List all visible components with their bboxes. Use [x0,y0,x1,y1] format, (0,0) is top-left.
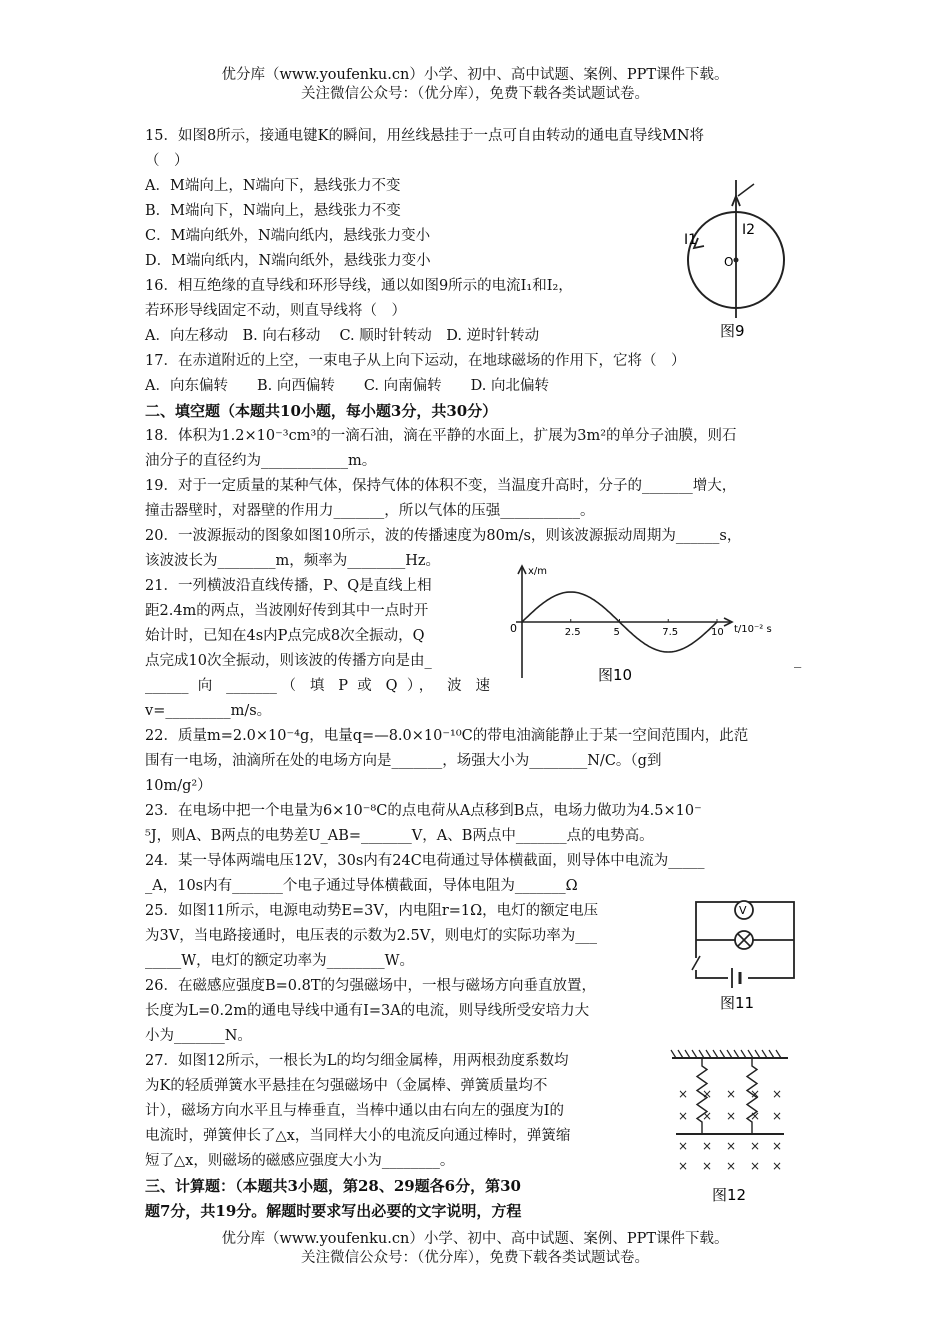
q22-line-3: 10m/g²） [145,778,212,794]
page-footer [0,1230,950,1268]
q18-line-2: 油分子的直径约为____________m。 [145,453,377,469]
x-tick-label: 10 [711,627,724,638]
label-i2: I2 [742,222,756,238]
q16-options: A．向左移动 B. 向右移动 C. 顺时针转动 D. 逆时针转动 [145,328,540,344]
voltmeter-label: V [739,904,747,917]
figure-9-diagram [676,176,796,344]
stray-dash: _ [794,652,802,668]
field-cross: × [750,1087,761,1101]
x-tick-label: 7.5 [662,627,679,638]
field-cross: × [726,1139,737,1153]
hatch-line [755,1050,760,1058]
q25-line-3: _____W，电灯的额定功率为________W。 [145,953,415,969]
q21-line-5: ______ 向 _______（ 填 P 或 Q ）， 波 速 [145,678,490,694]
figure-9-caption: 图9 [720,322,745,340]
field-cross: × [772,1109,783,1123]
q15-option-b: B．M端向下，N端向上，悬线张力不变 [145,203,401,219]
q20-line-1: 20．一波源振动的图象如图10所示，波的传播速度为80m/s，则该波源振动周期为______s， [145,528,742,544]
figure-11-circuit [688,896,800,1014]
q23-line-1: 23．在电场中把一个电量为6×10⁻⁸C的点电荷从A点移到B点，电场力做功为4.5×10⁻ [145,803,702,819]
q21-line-2: 距2.4m的两点，当波刚好传到其中一点时开 [145,603,429,619]
figure-12-caption: 图12 [712,1186,747,1204]
q15-option-c: C．M端向纸外，N端向纸内，悬线张力变小 [145,228,431,244]
field-cross: × [702,1139,713,1153]
hatch-line [692,1050,697,1058]
q22-line-1: 22．质量m=2.0×10⁻⁴g，电量q=—8.0×10⁻¹⁰C的带电油滴能静止于某一空间范围内，此范 [145,728,749,744]
section-3-title-2: 题7分，共19分。解题时要求写出必要的文字说明，方程 [145,1202,522,1220]
field-cross: × [772,1159,783,1173]
figure-11-caption: 图11 [720,994,755,1012]
field-cross: × [702,1109,713,1123]
q26-line-3: 小为_______N。 [145,1028,252,1044]
q21-line-6: v=_________m/s。 [145,703,272,719]
hatch-line [720,1050,725,1058]
field-cross: × [772,1087,783,1101]
hatch-line [748,1050,753,1058]
ceiling-hatch [671,1050,781,1058]
q27-line-5: 短了△x，则磁场的磁感应强度大小为________。 [145,1153,455,1169]
q22-line-2: 围有一电场，油滴所在处的电场方向是_______，场强大小为________N/C。（g到 [145,753,662,769]
field-cross: × [678,1139,689,1153]
figure-12 [668,1046,792,1210]
figure-10-caption: 图10 [598,666,633,684]
q19-line-2: 撞击器壁时，对器壁的作用力_______，所以气体的压强___________。 [145,503,595,519]
q16-stem-2: 若环形导线固定不动，则直导线将（ ） [145,303,406,319]
hatch-line [671,1050,676,1058]
q18-line-1: 18．体积为1.2×10⁻³cm³的一滴石油，滴在平静的水面上，扩展为3m²的单分子油膜，则石 [145,428,737,444]
q21-line-1: 21．一列横波沿直线传播，P、Q是直线上相 [145,578,432,594]
q26-line-2: 长度为L=0.2m的通电导线中通有I=3A的电流，则导线所受安培力大 [145,1003,590,1019]
hatch-line [706,1050,711,1058]
q24-line-1: 24．某一导体两端电压12V，30s内有24C电荷通过导体横截面，则导体中电流为_____ [145,853,705,869]
hatch-line [776,1050,781,1058]
field-cross: × [750,1109,761,1123]
battery-gap [728,972,748,984]
q27-line-3: 计），磁场方向水平且与棒垂直，当棒中通以由右向左的强度为I的 [145,1103,564,1119]
field-cross: × [726,1109,737,1123]
q23-line-2: ⁵J，则A、B两点的电势差U_AB=_______V，A、B两点中_______点的电势高。 [145,828,654,844]
label-o: O [724,255,734,269]
q17-options: A．向东偏转 B. 向西偏转 C. 向南偏转 D. 向北偏转 [145,378,549,394]
x-tick-label: 5 [613,627,620,638]
field-cross: × [726,1159,737,1173]
q15-option-a: A．M端向上，N端向下，悬线张力不变 [145,178,401,194]
section-2-title: 二、填空题（本题共10小题，每小题3分，共30分） [145,402,498,420]
q21-line-3: 始计时，已知在4s内P点完成8次全振动，Q [145,628,425,644]
q19-line-1: 19．对于一定质量的某种气体，保持气体的体积不变，当温度升高时，分子的_______增大， [145,478,737,494]
figure-11 [688,896,800,1018]
q27-line-1: 27．如图12所示，一根长为L的均匀细金属棒，用两根劲度系数均 [145,1053,569,1069]
field-cross: × [750,1159,761,1173]
figure-10 [508,560,793,694]
x-axis-label: t/10⁻² s [734,624,772,635]
q24-line-2: _A，10s内有_______个电子通过导体横截面，导体电阻为_______Ω [145,878,578,894]
header-line-2: 关注微信公众号：（优分库），免费下载各类试题试卷。 [301,86,649,102]
q15-stem: 15．如图8所示，接通电键K的瞬间，用丝线悬挂于一点可自由转动的通电直导线MN将 [145,128,705,144]
hatch-line [734,1050,739,1058]
header-line-1: 优分库（www.youfenku.cn）小学、初中、高中试题、案例、PPT课件下载。 [221,67,729,83]
hatch-line [699,1050,704,1058]
q26-line-1: 26．在磁感应强度B=0.8T的匀强磁场中，一根与磁场方向垂直放置， [145,978,596,994]
q15-option-d: D．M端向纸内，N端向纸外，悬线张力变小 [145,253,431,269]
x-tick-label: 2.5 [564,627,581,638]
hatch-line [713,1050,718,1058]
hatch-line [769,1050,774,1058]
hatch-line [762,1050,767,1058]
hatch-line [685,1050,690,1058]
q25-line-2: 为3V，当电路接通时，电压表的示数为2.5V，则电灯的实际功率为___ [145,928,597,944]
origin-label: 0 [510,622,517,635]
q25-line-1: 25．如图11所示，电源电动势E=3V，内电阻r=1Ω，电灯的额定电压 [145,903,599,919]
q27-line-2: 为K的轻质弹簧水平悬挂在匀强磁场中（金属棒、弹簧质量均不 [145,1078,548,1094]
figure-9 [676,176,796,348]
hatch-line [678,1050,683,1058]
center-dot [734,258,739,263]
field-cross: × [702,1087,713,1101]
magnetic-field-marks [678,1087,782,1173]
hatch-line [741,1050,746,1058]
q20-line-2: 该波波长为________m，频率为________Hz。 [145,553,441,569]
q15-bracket: （ ） [145,153,189,169]
footer-line-2: 关注微信公众号：（优分库），免费下载各类试题试卷。 [301,1250,649,1266]
footer-line-1: 优分库（www.youfenku.cn）小学、初中、高中试题、案例、PPT课件下载。 [221,1231,729,1247]
field-cross: × [678,1159,689,1173]
field-cross: × [772,1139,783,1153]
hatch-line [727,1050,732,1058]
field-cross: × [678,1109,689,1123]
figure-12-diagram [668,1046,792,1206]
q27-line-4: 电流时，弹簧伸长了△x，当同样大小的电流反向通过棒时，弹簧缩 [145,1128,571,1144]
field-cross: × [750,1139,761,1153]
y-axis-label: x/m [528,566,548,577]
field-cross: × [726,1087,737,1101]
q17-stem: 17．在赤道附近的上空，一束电子从上向下运动，在地球磁场的作用下，它将（ ） [145,353,686,369]
page-header [0,66,950,104]
pointer-line [738,184,754,196]
field-cross: × [702,1159,713,1173]
label-i1: I1 [684,232,698,248]
q16-stem-1: 16．相互绝缘的直导线和环形导线，通以如图9所示的电流I₁和I₂， [145,278,573,294]
q21-line-4: 点完成10次全振动，则该波的传播方向是由_ [145,653,432,669]
figure-10-chart [508,560,793,690]
section-3-title-1: 三、计算题：（本题共3小题，第28、29题各6分，第30 [145,1177,521,1195]
field-cross: × [678,1087,689,1101]
